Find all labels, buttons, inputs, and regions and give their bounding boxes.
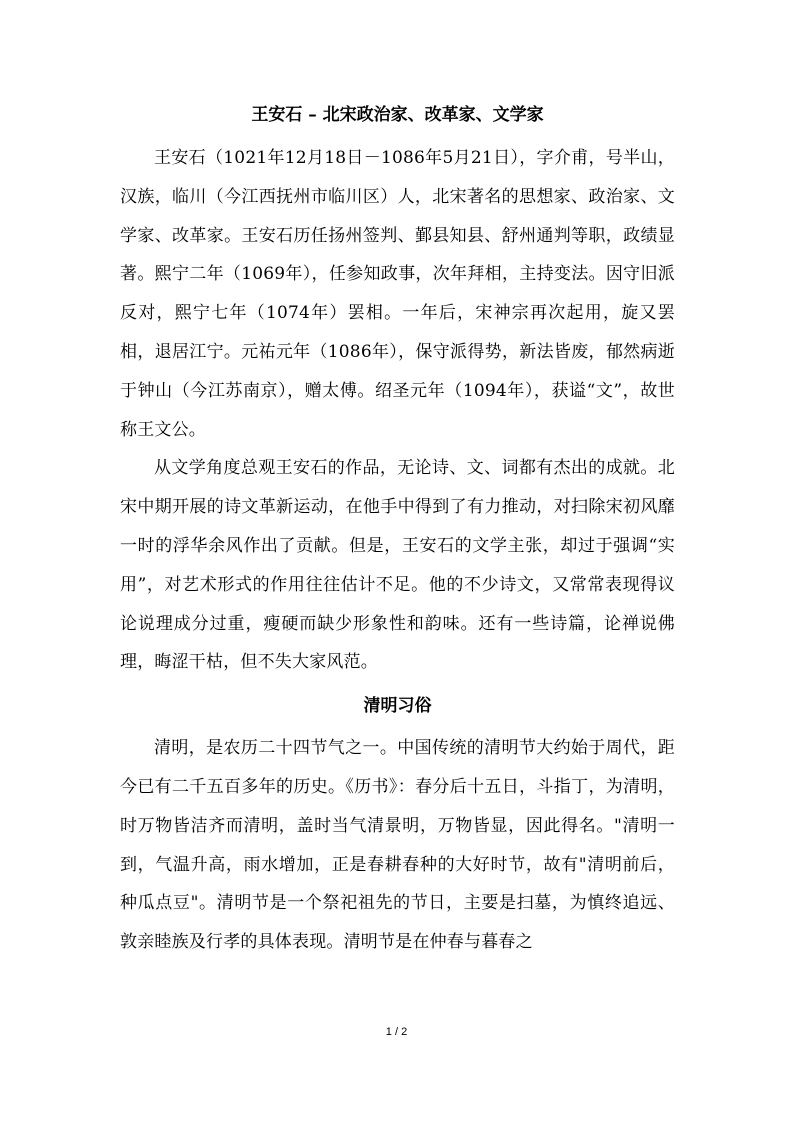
paragraph-literature: 从文学角度总观王安石的作品，无论诗、文、词都有杰出的成就。北宋中期开展的诗文革新运动，在他手中得到了有力推动，对扫除宋初风靡一时的浮华余风作出了贡献。但是，王安石的文学主张，却过于强调“实用”，对艺术形式的作用往往估计不足。他的不少诗文，又常常表现得议论说理成分过重，瘦硬而缺少形象性和韵味。还有一些诗篇，论禅说佛理，晦涩干枯，但不失大家风范。 <box>120 458 675 673</box>
paragraph-qingming: 清明，是农历二十四节气之一。中国传统的清明节大约始于周代，距今已有二千五百多年的历史。《历书》：春分后十五日，斗指丁，为清明，时万物皆洁齐而清明，盖时当气清景明，万物皆显，因此得名。"清明一到，气温升高，雨水增加，正是春耕春种的大好时节，故有"清明前后，种瓜点豆"。清明节是一个祭祀祖先的节日，主要是扫墓，为慎终追远、敦亲睦族及行孝的具体表现。清明节是在仲春与暮春之 <box>120 738 675 953</box>
paragraph-biography: 王安石（1021年12月18日－1086年5月21日），字介甫，号半山，汉族，临川（今江西抚州市临川区）人，北宋著名的思想家、政治家、文学家、改革家。王安石历任扬州签判、鄞县知县、舒州通判等职，政绩显著。熙宁二年（1069年），任参知政事，次年拜相，主持变法。因守旧派反对，熙宁七年（1074年）罢相。一年后，宋神宗再次起用，旋又罢相，退居江宁。元祐元年（1086年），保守派得势，新法皆废，郁然病逝于钟山（今江苏南京），赠太傅。绍圣元年（1094年），获谥“文”，故世称王文公。 <box>120 148 675 440</box>
page-number: 1 / 2 <box>385 1026 408 1038</box>
section-title: 清明习俗 <box>363 696 432 717</box>
document-title: 王安石 – 北宋政治家、改革家、文学家 <box>251 105 544 125</box>
document-body <box>120 100 675 962</box>
